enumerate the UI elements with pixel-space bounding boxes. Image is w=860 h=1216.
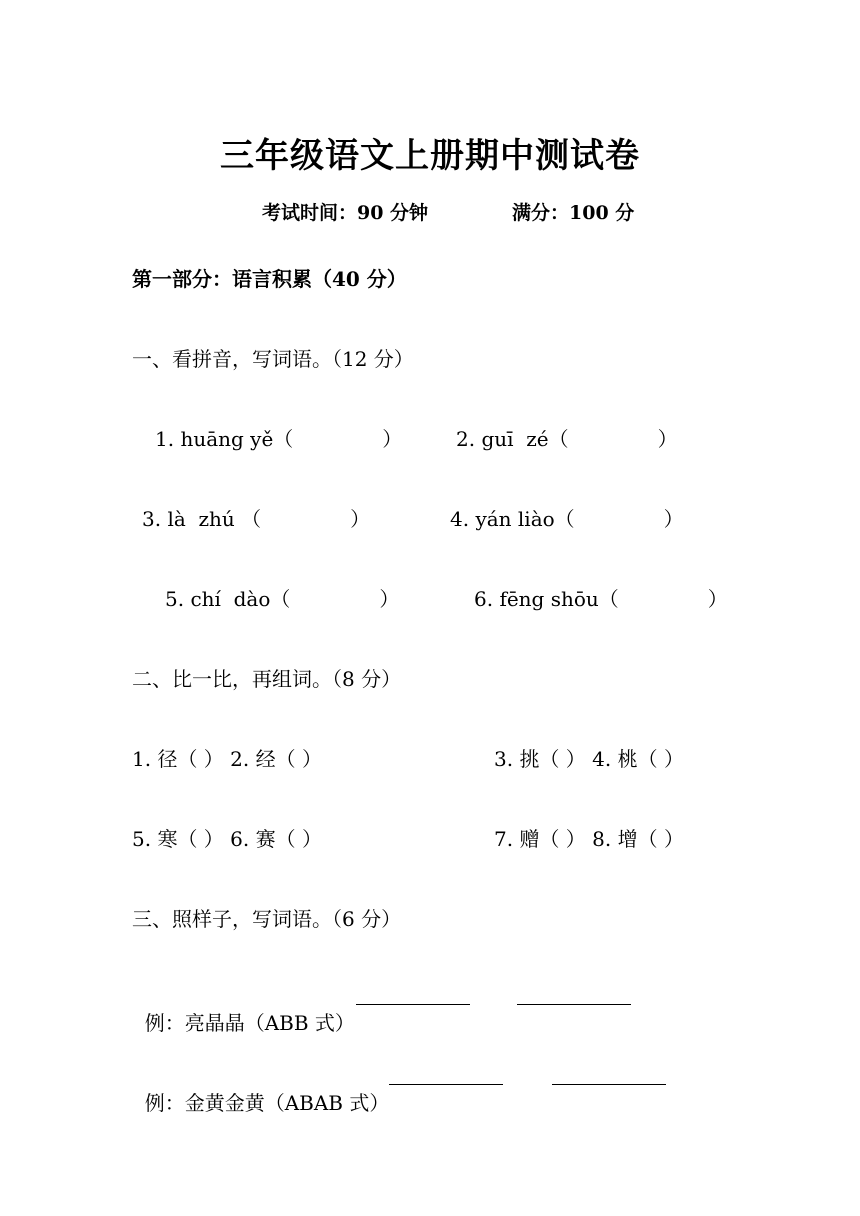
part-one-heading: 第一部分：语言积累（40 分）	[132, 267, 407, 291]
pinyin-item-2: 2. guī zé（ ）	[456, 427, 678, 451]
full-score: 满分：100 分	[512, 202, 635, 224]
section-one-title: 一、看拼音，写词语。（12 分）	[132, 347, 414, 371]
pinyin-item-4: 4. yán liào（ ）	[450, 507, 684, 531]
pinyin-item-1: 1. huāng yě（ ）	[155, 427, 403, 451]
compare-row-2-left: 5. 寒（ ） 6. 赛（ ）	[132, 827, 322, 851]
compare-row-2-right: 7. 赠（ ） 8. 增（ ）	[494, 827, 684, 851]
pinyin-item-6: 6. fēng shōu（ ）	[474, 587, 728, 611]
answer-line[interactable]	[517, 986, 631, 1005]
answer-line[interactable]	[552, 1066, 666, 1085]
exam-time: 考试时间：90 分钟	[262, 202, 429, 224]
example-abb	[132, 983, 355, 1036]
example-abab-label: 例：金黄金黄（ABAB 式）	[144, 1091, 390, 1115]
section-two-title: 二、比一比，再组词。（8 分）	[132, 667, 402, 691]
section-three-title: 三、照样子，写词语。（6 分）	[132, 907, 402, 931]
example-abb-label: 例：亮晶晶（ABB 式）	[144, 1011, 355, 1035]
answer-line[interactable]	[356, 986, 470, 1005]
pinyin-item-5: 5. chí dào（ ）	[165, 587, 400, 611]
compare-row-1-right: 3. 挑（ ） 4. 桃（ ）	[494, 747, 684, 771]
compare-row-1-left: 1. 径（ ） 2. 经（ ）	[132, 747, 322, 771]
page-title: 三年级语文上册期中测试卷	[220, 136, 640, 176]
answer-line[interactable]	[389, 1066, 503, 1085]
pinyin-item-3: 3. là zhú （ ）	[142, 507, 371, 531]
example-abab	[132, 1063, 389, 1116]
